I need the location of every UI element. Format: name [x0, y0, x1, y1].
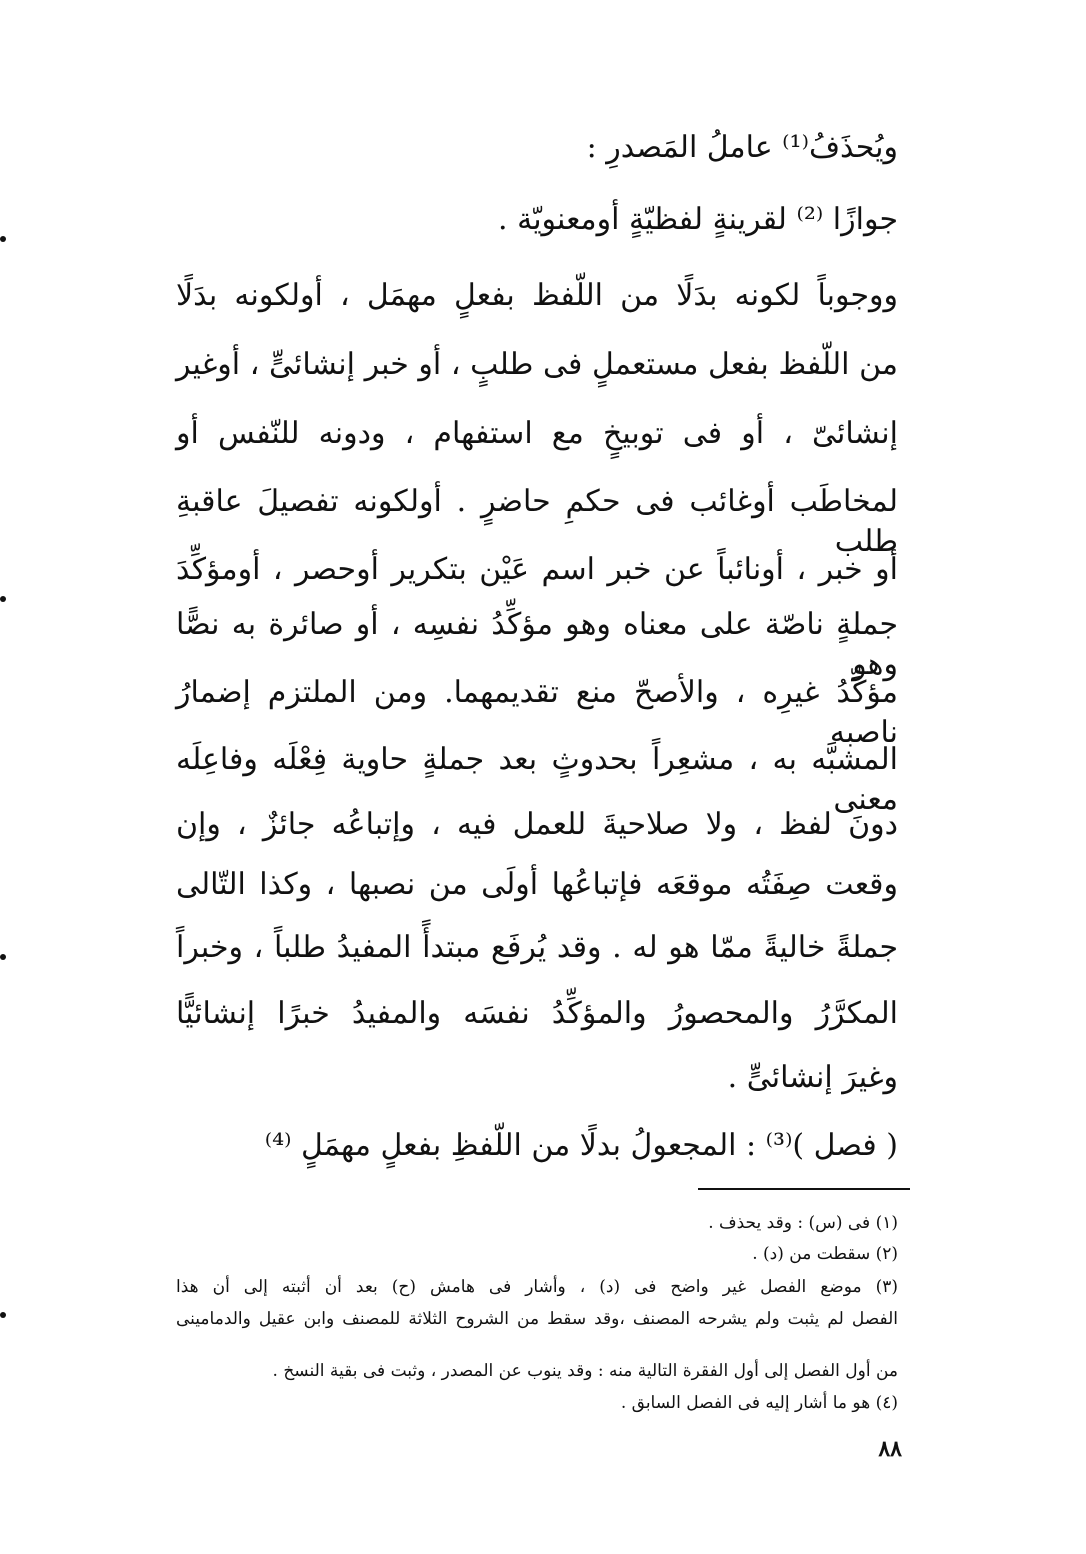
scan-speck — [0, 596, 6, 602]
text-line-11: دونَ لفظ ، ولا صلاحيةَ للعمل فيه ، وإتباعُه جائزٌ ، وإن — [176, 807, 898, 842]
text-line-4: من اللّفظ بفعل مستعملٍ فى طلبٍ ، أو خبر إنشائىٍّ ، أوغير — [176, 347, 898, 382]
text-line-7: أو خبر ، أونائباً عن خبر اسم عَيْن بتكرير أوحصر ، أومؤكِّدَ — [176, 552, 898, 587]
text-line-1: ويُحذَفُ⁽¹⁾ عاملُ المَصدرِ : — [586, 130, 898, 165]
text-line-13: جملةً خاليةً ممّا هو له . وقد يُرفَع مبتدأً المفيدُ طلباً ، وخبراً — [176, 930, 898, 965]
scan-speck — [0, 954, 6, 960]
section-heading: ( فصل )⁽³⁾ : المجعولُ بدلًا من اللّفظِ بفعلٍ مهمَلٍ ⁽⁴⁾ — [264, 1128, 898, 1163]
footnote-3-line-3: من أول الفصل إلى أول الفقرة التالية منه : وقد ينوب عن المصدر ، وثبت فى بقية النسخ . — [272, 1361, 898, 1381]
text-line-8: جملةٍ ناصّة على معناه وهو مؤكِّدُ نفسِه ، أو صائرة به نصًّا وهو — [176, 607, 898, 682]
text-line-10: المشبَّه به ، مشعِراً بحدوثٍ بعد جملةٍ حاوية فِعْلَه وفاعِلَه معنى — [176, 742, 898, 817]
text-line-9: مؤكِّدُ غيرِه ، والأصحّ منع تقديمهما. ومن الملتزم إضمارُ ناصبه — [176, 675, 898, 750]
text-line-2: جوازًا ⁽²⁾ لقرينةٍ لفظيّةٍ أومعنويّة . — [498, 202, 898, 237]
text-line-14: المكرَّرُ والمحصورُ والمؤكِّدُ نفسَه والمفيدُ خبرًا إنشائيًّا — [176, 996, 898, 1031]
text-line-6: لمخاطَب أوغائب فى حكمِ حاضرٍ . أولكونه تفصيلَ عاقبةِ طلب — [176, 484, 898, 559]
text-line-12: وقعت صِفَتُه موقعَه فإتباعُها أولَى من نصبها ، وكذا التّالى — [176, 867, 898, 902]
footnote-1: (١) فى (س) : وقد يحذف . — [708, 1213, 898, 1233]
footnote-divider — [698, 1188, 910, 1190]
text-line-15: وغيرَ إنشائىٍّ . — [727, 1060, 898, 1095]
scan-speck — [0, 236, 6, 242]
text-line-3: ووجوباً لكونه بدَلًا من اللّفظ بفعلٍ مهمَل ، أولكونه بدَلًا — [176, 278, 898, 313]
page-number: ٨٨ — [878, 1436, 902, 1462]
scan-speck — [0, 1312, 6, 1318]
footnote-3-line-1: (٣) موضع الفصل غير واضح فى (د) ، وأشار فى هامش (ح) بعد أن أثبته إلى أن هذا — [176, 1277, 898, 1297]
text-line-5: إنشائىّ ، أو فى توبيخٍ مع استفهام ، ودونه للنّفس أو — [176, 416, 898, 451]
footnote-4: (٤) هو ما أشار إليه فى الفصل السابق . — [620, 1393, 898, 1413]
footnote-3-line-2: الفصل لم يثبت ولم يشرحه المصنف ،وقد سقط من الشروح الثلاثة للمصنف وابن عقيل والدمامينى — [176, 1309, 898, 1329]
footnote-2: (٢) سقطت من (د) . — [752, 1244, 898, 1264]
